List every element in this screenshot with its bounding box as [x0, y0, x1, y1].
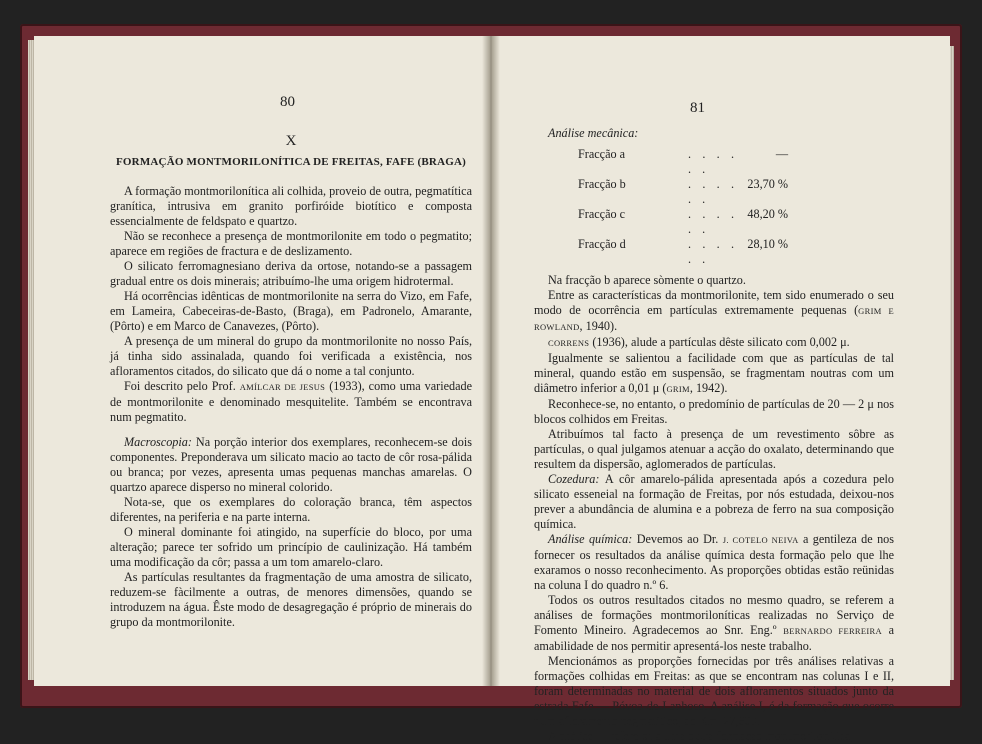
chapter-title: FORMAÇÃO MONTMORILONÍTICA DE FREITAS, FAFE (BRAGA)	[116, 156, 466, 168]
text-run: A côr amarelo-pálida apresentada após a cozedura pelo silicato esseneial na formação de Freitas, por nós estudada, deixou-nos prever a abundância de alumina e a pobreza de ferro na sua composição química.	[534, 472, 895, 531]
fraction-table	[578, 147, 894, 267]
section-heading: Análise mecânica:	[548, 126, 639, 140]
citation: CORRENS	[548, 338, 590, 348]
text-run: Entre as características da montmorilonite, tem sido enumerado o seu modo de ocorrência em partículas extremamente pequenas (	[534, 288, 894, 317]
text-run: Foi descrito pelo Prof.	[124, 379, 236, 393]
left-page-text	[110, 132, 472, 630]
paragraph: A análise II, refere-se a uma outra formação montmorilonítica,	[548, 729, 854, 743]
paragraph: As partículas resultantes da fragmentação de uma amostra de silicato, reduzem-se fàcilmente a outras, de menores dimensões, quando se introduzem na água. Êste modo de desagregação é próprio de minerais do grupo da montmorilonite.	[110, 570, 472, 629]
citation: BERNARDO FERREIRA	[783, 626, 882, 636]
left-page-number: 80	[280, 94, 295, 110]
table-row: Fracção c . . . . . . 48,20 %	[578, 207, 788, 236]
paragraph	[110, 435, 472, 495]
paragraph	[534, 351, 894, 397]
text-run: a amabilidade de nos permitir apresentá-los neste trabalho.	[534, 623, 895, 653]
table-row: Fracção a . . . . . . —	[578, 147, 788, 176]
author-name: AMÍLCAR DE JESUS	[239, 382, 326, 392]
paragraph: O silicato ferromagnesiano deriva da ortose, notando-se a passagem gradual entre os dois minerais; atribuímo-lhe uma origem hidrotermal.	[110, 259, 472, 288]
paragraph: A presença de um mineral do grupo da montmorilonite no nosso País, já tinha sido assinalada, quando foi verificada a existência, nos afloramentos citados, do silicato que dá o nome a tal conjunto.	[110, 334, 472, 378]
chapter-number: X	[285, 133, 297, 149]
paragraph: Nota-se, que os exemplares do coloração branca, têm aspectos diferentes, na periferia e na parte interna.	[110, 495, 472, 524]
paragraph: A formação montmorilonítica ali colhida, proveio de outra, pegmatítica granítica, intrusiva em granito porfiróide biotítico e composta essencialmente de feldspato e quartzo.	[110, 184, 472, 228]
text-run: Todos os outros resultados citados no mesmo quadro, se referem a análises de formações montmoriloníticas realizadas no Serviço de Fomento Mineiro. Agradecemos ao Snr. Eng.º	[534, 593, 894, 637]
text-run: , 1942).	[689, 381, 728, 395]
paragraph	[534, 288, 894, 335]
paragraph	[534, 335, 894, 351]
paragraph: Na fracção b aparece sòmente o quartzo.	[548, 273, 746, 287]
text-run: Na porção interior dos exemplares, reconhecem-se dois componentes. Preponderava um silicato macio ao tacto de côr rosa-pálida ou branca; por vezes, apresenta umas pequenas manchas amarelas. O quartzo aparece disperso no mineral colorido.	[110, 435, 473, 494]
paragraph	[534, 472, 894, 532]
section-heading: Análise química:	[548, 532, 633, 546]
left-page	[34, 36, 486, 686]
paragraph	[534, 593, 894, 654]
text-run: , 1940).	[579, 319, 618, 333]
text-run: Devemos ao Dr.	[636, 532, 719, 546]
paragraph: O mineral dominante foi atingido, na superfície do bloco, por uma alteração; parece ter sofrido um princípio de caulinização. Há também uma modificação da côr; passa a um tom amarelo-claro.	[110, 525, 472, 569]
right-page	[496, 36, 950, 743]
paragraph: Mencionámos as proporções fornecidas por três análises relativas a formações colhidas em Freitas: as que se encontram nas colunas I e II, foram determinadas no material de dois afloramentos situados junto da estrada Fafe — Póvoa-de-Lanhoso. A análise I, é da formação que ocorre num afloramento pegmatítico, ao Km. 27,600.	[534, 654, 894, 728]
table-row: Fracção d . . . . . . 28,10 %	[578, 237, 788, 266]
section-heading: Cozedura:	[548, 472, 600, 486]
text-run: Igualmente se salientou a facilidade com que as partículas de tal mineral, quando estão em suspensão, se fragmentam noutras com um diâmetro inferior a 0,01 μ (	[534, 351, 894, 395]
citation: GRIM	[666, 384, 690, 394]
paragraph: Há ocorrências idênticas de montmorilonite na serra do Vizo, em Fafe, em Lameira, Cabeceiras-de-Basto, (Braga), em Padronelo, Amarante, (Pôrto) e em Marco de Canavezes, (Pôrto).	[110, 289, 472, 333]
text-run: a gentileza de nos fornecer os resultados da análise química desta formação pelo que lhe exaramos o nosso reconhecimento. As proporções obtidas estão reünidas na coluna I do quadro n.º 6.	[534, 532, 894, 592]
text-run: (1936), alude a partículas dêste silicato com 0,002 μ.	[592, 335, 850, 349]
text-run: (1933), como uma variedade de montmorilonite e denominado mesquitelite. Também se encontrava num pegmatito.	[110, 379, 473, 424]
citation: J. COTELO NEIVA	[722, 535, 799, 545]
paragraph	[110, 379, 472, 425]
citation: GRIM E ROWLAND	[534, 306, 894, 332]
paragraph: Atribuímos tal facto à presença de um revestimento sôbre as partículas, o qual julgamos atenuar a acção do oxalato, determinando que resultem da dispersão, aglomerados de partículas.	[534, 427, 894, 471]
book-gutter	[482, 36, 500, 686]
paragraph	[534, 532, 894, 593]
paragraph: Reconhece-se, no entanto, o predomínio de partículas de 20 — 2 μ nos blocos colhidos em Freitas.	[534, 397, 894, 426]
paragraph: Não se reconhece a presença de montmorilonite em todo o pegmatito; aparece em regiões de fractura e de deslizamento.	[110, 229, 472, 258]
section-heading: Macroscopia:	[124, 435, 192, 449]
right-page-text	[534, 126, 894, 744]
table-row: Fracção b . . . . . . 23,70 %	[578, 177, 788, 206]
right-page-number: 81	[690, 100, 705, 116]
